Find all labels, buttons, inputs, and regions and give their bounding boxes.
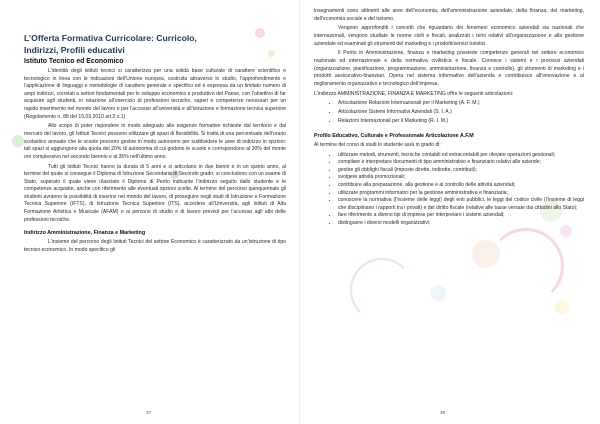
list-item: • svolgere attività promozionali; <box>338 174 584 182</box>
paragraph: Al termine del corso di studi lo studente sarà in grado di: <box>314 141 441 148</box>
paragraph: L’indirizzo AMMINISTRAZIONE, FINANZA E MARKETING offre le seguenti articolazioni: <box>314 90 514 97</box>
paragraph: L’identità degli istituti tecnici si caratterizza per una solida base culturale di carattere scientifico e tecnologico in linea con le indicazioni dell’Unione europea, costruita attraverso lo studio, l’approfondimento e l’applicazione di linguaggi e metodologie di carattere generale e specifico ed è espressa da un limitato numero di ampi indirizzi, correlati a settori fondamentali per lo sviluppo economico e produttivo del Paese, con l’obiettivo di far acquisire agli studenti, in relazione all’esercizio di professioni tecniche, saperi e competenze necessari per un rapido inserimento nel mondo del lavoro e per l’accesso all’università e all’istruzione e formazione tecnica superiore (Regolamento n. 88 del 15.03.2010 art.2 c.1) <box>24 68 286 120</box>
list-item: • distinguere i diversi modelli organizzativi; <box>338 220 584 228</box>
list-item: • Relazioni Internazionali per il Marketing (R. I. M.) <box>338 118 584 126</box>
profile-title: Profilo Educativo, Culturale e Professionale Articolazione A.F.M <box>314 132 474 139</box>
list-item: • conoscere la normativa (l’insieme delle leggi) degli enti pubblici, le leggi del codice civile (l’insieme di leggi che disciplinano i rapporti tra i privati) e del diritto fiscale (relative alle tasse versate dai cittadini allo Stato); <box>338 197 584 212</box>
paragraph: Vengono approfonditi i concetti che riguardano dei fenomeni economico aziendali sia nazionali che internazionali, vengono studiate le norme civili e fiscali, analizzati i temi relativi all’organizzazione e alla gestione aziendale ed esaminati gli strumenti del marketing e i prodotti/servizi turistici. <box>314 25 584 47</box>
list-item: • gestire gli obblighi fiscali (imposte dirette, indirette, contributi); <box>338 167 584 175</box>
paragraph: Il Perito in Amministrazione, finanza e marketing possiede competenze generali nel settore economico nazionale ed internazionale e della normativa civilistica e fiscale. Conosce i sistemi e i processi aziendali (organizzazione, pianificazione, programmazione, amministrazione, finanza e controllo), gli strumenti di marketing e i prodotti assicurativo-finanziari. Opera nel sistema informativo dell’azienda e contribuisce all’innovazione e al miglioramento organizzativo e tecnologico dell’impresa. <box>314 50 584 87</box>
page-title-line-1: L’Offerta Formativa Curricolare: Curricolo, <box>24 33 197 43</box>
list-item: • utilizzare programmi informatici per la gestione amministrativa e finanziaria; <box>338 190 584 198</box>
paragraph: Tutti gli Istituti Tecnici hanno la durata di 5 anni e si articolano in due bienni e in un quinto anno, al termine del quale si consegue il Diploma di Istruzione Secondaria di Secondo grado; si concludono con un esame di Stato, superato il quale viene rilasciato il Diploma di Perito indicante l’indirizzo seguito dallo studente e le competenze acquisite, anche con riferimento alle eventuali opzioni scelte. Al termine del percorso quinquennale gli studenti avranno la possibilità di inserirsi nel mondo del lavoro, di proseguire negli studi di Istruzione e Formazione Tecnica Superiore (IFTS), di Istruzione Tecnica Superiore (ITS), accedere all’Università, agli Istituti di Alta Formazione Artistica e Musicale (AFAM) e ai percorsi di studio e di lavoro previsti per l’accesso agli albi delle professioni tecniche. <box>24 163 286 223</box>
page-number: 37 <box>146 410 152 415</box>
section-title: Istituto Tecnico ed Economico <box>24 58 124 65</box>
page-title-line-2: Indirizzi, Profili educativi <box>24 44 125 55</box>
paragraph: L’insieme del percorso degli Istituti Tecnici del settore Economico è caratterizzato da un’istruzione di tipo tecnico economico. In modo specifico gli <box>24 239 286 253</box>
list-item: • Articolazione Sistemi Informativi Aziendali (S. I. A.) <box>338 109 584 117</box>
page-title <box>24 33 286 56</box>
articolazioni-list <box>314 100 584 126</box>
list-item: • compilare e interpretare documenti di tipo amministrativo e finanziario relativi alle aziende; <box>338 159 584 167</box>
list-item: • contribuire alla preparazione, alla gestione e al controllo delle attività aziendali; <box>338 182 584 190</box>
list-item: • fare riferimento a diversi tipi di imprese per interpretare i sistemi aziendali; <box>338 212 584 220</box>
page-number: 38 <box>440 410 446 415</box>
subsection-title: Indirizzo Amministrazione, Finanza e Marketing <box>24 230 146 237</box>
paragraph: Allo scopo di poter rispondere in modo adeguato alle esigenze formative richieste dal territorio e dal mercato del lavoro, gli Istituti Tecnici possono utilizzare gli spazi di flessibilità. Si tratta di una percentuale dell’orario scolastico annuale che le scuole possono gestire in modo autonomo per suddividere le aree di indirizzo in opzioni: tali spazi si aggiungono alla quota del 20% di autonomia di cui godono le scuole e corrispondono al 30% del monte ore complessivo nel secondo biennio e al 35% nell’ultimo anno. <box>24 123 286 160</box>
list-item: • utilizzare metodi, strumenti, tecniche contabili ed extracontabili per rilevare operazioni gestionali; <box>338 152 584 160</box>
right-page <box>300 0 600 424</box>
list-item: • Articolazione Relazioni Internazionali per il Marketing (A. F. M.) <box>338 100 584 108</box>
competenze-list <box>314 152 584 228</box>
paragraph: insegnamenti sono attinenti alle aree dell’economia, dell’amministrazione aziendale, della finanza, del marketing, dell’economia sociale e del turismo. <box>314 8 584 22</box>
